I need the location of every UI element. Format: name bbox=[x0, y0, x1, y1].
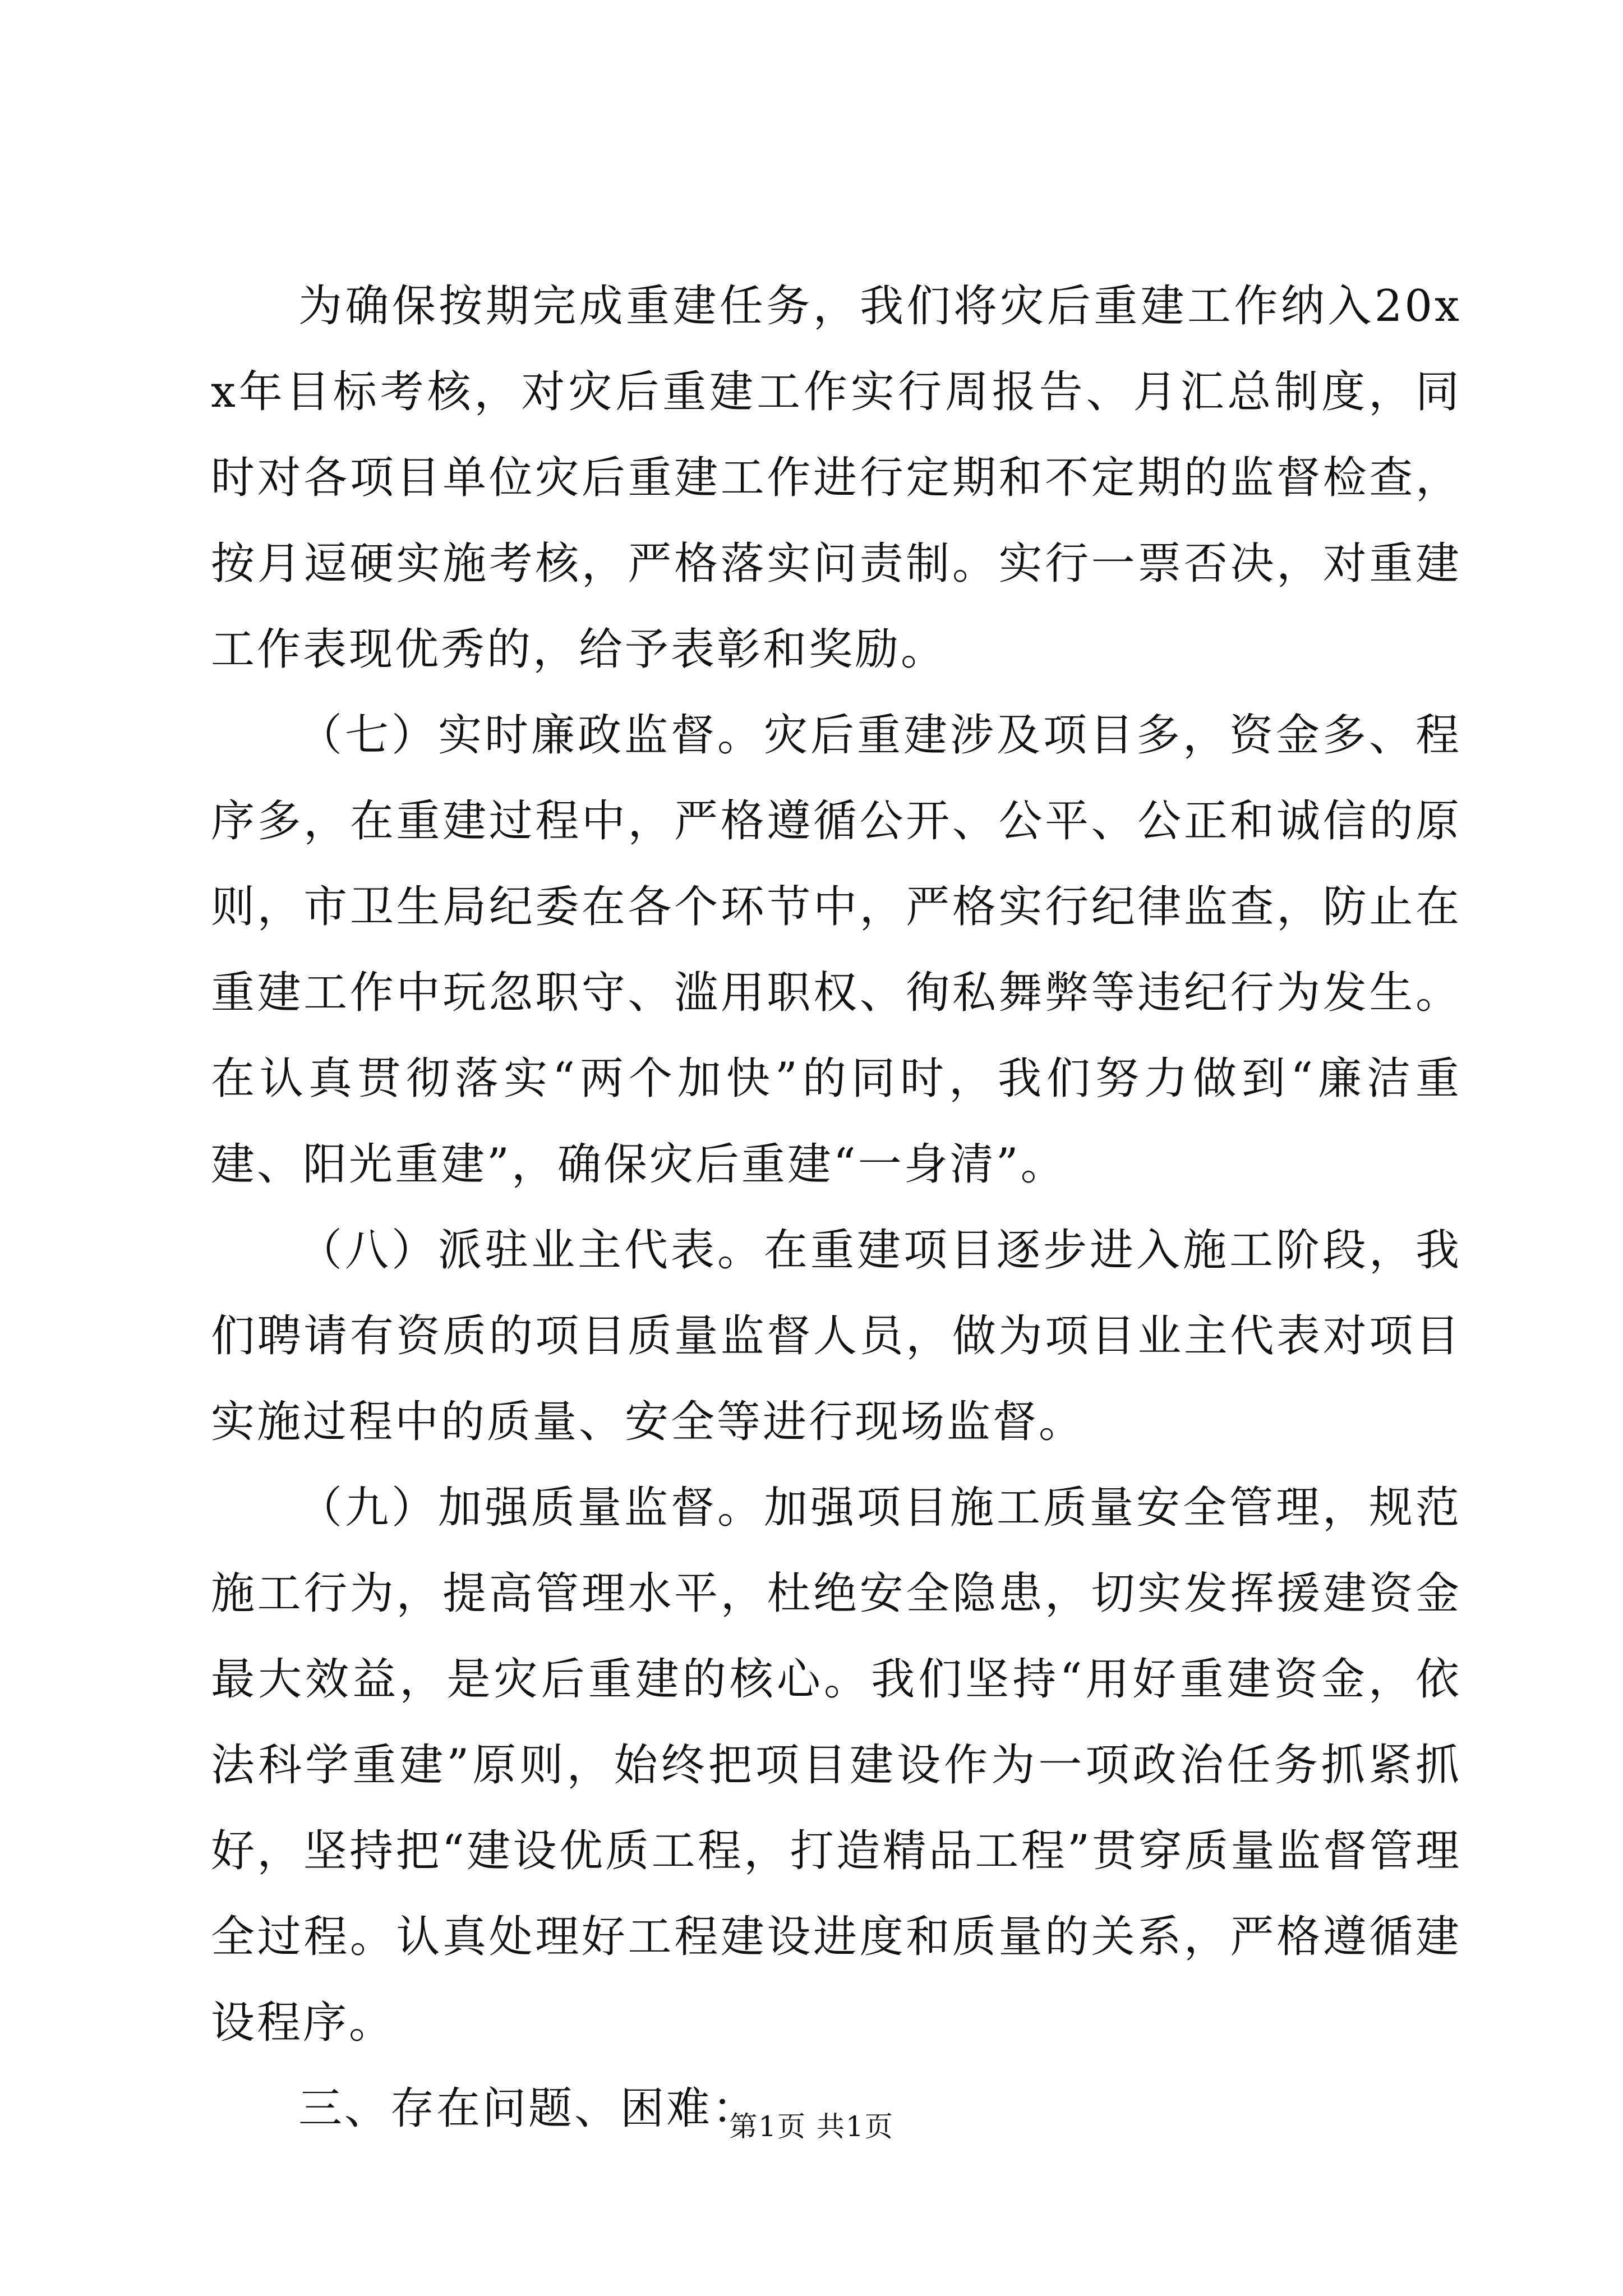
document-body bbox=[211, 264, 1461, 2152]
paragraph-assessment: 为确保按期完成重建任务，我们将灾后重建工作纳入20xx年目标考核，对灾后重建工作实行周报告、月汇总制度，同时对各项目单位灾后重建工作进行定期和不定期的监督检查，按月逗硬实施考核，严格落实问责制。实行一票否决，对重建工作表现优秀的，给予表彰和奖励。 bbox=[211, 281, 1461, 675]
page-footer: 第1页 共1页 bbox=[729, 2110, 894, 2143]
paragraph-integrity-supervision: （七）实时廉政监督。灾后重建涉及项目多，资金多、程序多，在重建过程中，严格遵循公开、公平、公正和诚信的原则，市卫生局纪委在各个环节中，严格实行纪律监查，防止在重建工作中玩忽职守、滥用职权、徇私舞弊等违纪行为发生。在认真贯彻落实“两个加快”的同时，我们努力做到“廉洁重建、阳光重建”，确保灾后重建“一身清”。 bbox=[211, 710, 1461, 1190]
section-heading-problems: 三、存在问题、困难： bbox=[298, 2083, 759, 2134]
paragraph-owner-representative: （八）派驻业主代表。在重建项目逐步进入施工阶段，我们聘请有资质的项目质量监督人员，做为项目业主代表对项目实施过程中的质量、安全等进行现场监督。 bbox=[211, 1225, 1461, 1447]
paragraph-quality-supervision: （九）加强质量监督。加强项目施工质量安全管理，规范施工行为，提高管理水平，杜绝安全隐患，切实发挥援建资金最大效益，是灾后重建的核心。我们坚持“用好重建资金，依法科学重建”原则，始终把项目建设作为一项政治任务抓紧抓好，坚持把“建设优质工程，打造精品工程”贯穿质量监督管理全过程。认真处理好工程建设进度和质量的关系，严格遵循建设程序。 bbox=[211, 1483, 1461, 2048]
